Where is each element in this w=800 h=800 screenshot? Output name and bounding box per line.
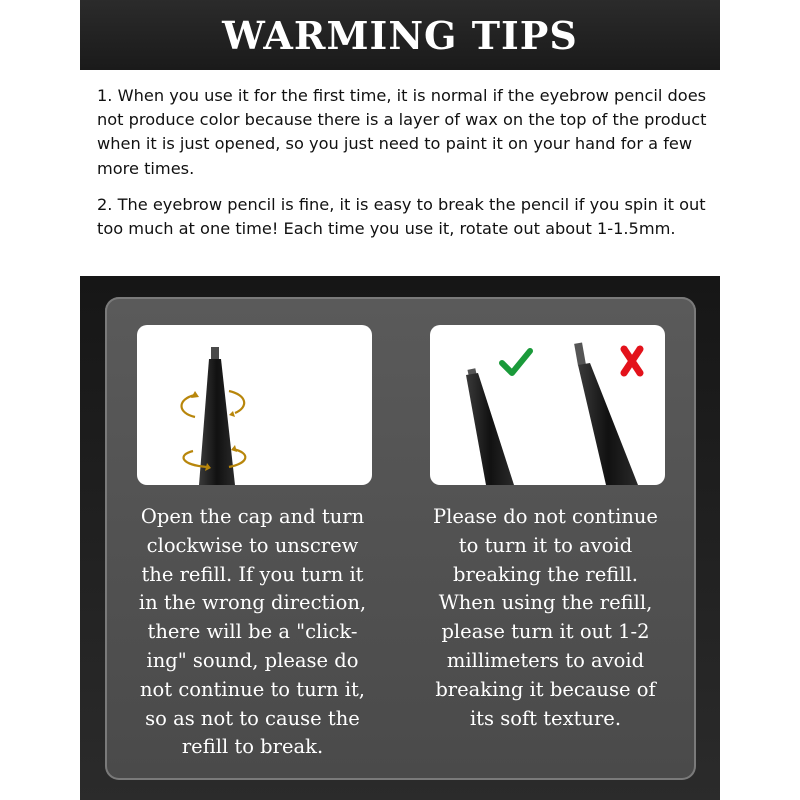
- cross-icon: [624, 349, 640, 373]
- tips-text: [97, 84, 707, 253]
- pencil-correct: [466, 373, 514, 485]
- pencil-lead: [211, 347, 219, 359]
- tip-2: 2. The eyebrow pencil is fine, it is easy to break the pencil if you spin it out too much at one time! Each time you use it, rotate out about 1-1.5mm.: [97, 194, 706, 239]
- check-icon: [502, 351, 530, 373]
- title-banner: [80, 0, 720, 70]
- pencil-wrong: [578, 363, 638, 485]
- caption-right: Please do not continue to turn it to avoid breaking the refill. When using the refill, please turn it out 1-2 millimeters to avoid breaking it because of its soft texture.: [433, 505, 658, 730]
- comparison-image: [430, 325, 665, 485]
- rotate-pencil-image: [137, 325, 372, 485]
- caption-left: Open the cap and turn clockwise to unscrew the refill. If you turn it in the wrong direction, there will be a "click- ing" sound, please do not continue to turn it, so as not to cause the refill to break.: [138, 505, 367, 759]
- tip-1: 1. When you use it for the first time, it is normal if the eyebrow pencil does not produce color because there is a layer of wax on the top of the product when it is just opened, so you just need to paint it on your hand for a few more times.: [97, 86, 707, 178]
- pencil-long-lead: [574, 342, 586, 365]
- page-title: WARMING TIPS: [222, 12, 578, 58]
